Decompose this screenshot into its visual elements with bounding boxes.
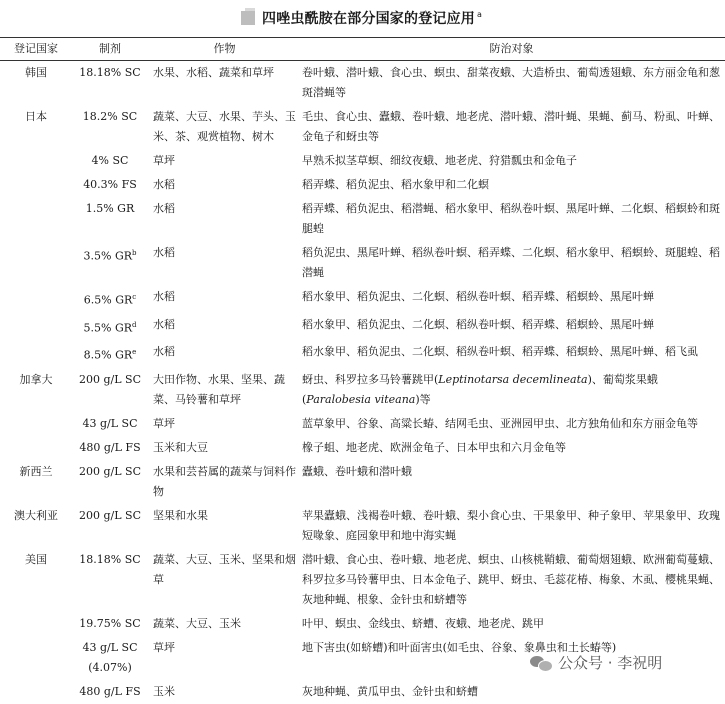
cell-country — [0, 241, 72, 285]
cell-country: 澳大利亚 — [14, 508, 58, 522]
cell-targets: 橡子蛆、地老虎、欧洲金龟子、日本甲虫和六月金龟等 — [302, 440, 566, 454]
cell-targets: 稻弄蝶、稻负泥虫、稻潜蝇、稻水象甲、稻纵卷叶螟、黑尾叶蝉、二化螟、稻螟蛉和斑腿蝗 — [302, 202, 720, 235]
cell-targets: 稻弄蝶、稻负泥虫、稻水象甲和二化螟 — [302, 178, 489, 191]
header-crop: 作物 — [213, 42, 236, 55]
cell-crop: 水果和芸苔属的蔬菜与饲料作物 — [153, 464, 296, 498]
cell-country — [0, 636, 72, 680]
cell-crop: 坚果和水果 — [153, 508, 208, 522]
cell-crop: 玉米 — [153, 684, 175, 698]
table-row — [0, 197, 725, 241]
cell-formulation: 43 g/L SC — [82, 416, 138, 430]
cell-country — [0, 436, 72, 460]
table-row — [0, 460, 725, 504]
cell-targets: 蓝草象甲、谷象、高粱长蝽、结网毛虫、亚洲园甲虫、北方独角仙和东方丽金龟等 — [302, 416, 698, 430]
cell-crop: 玉米和大豆 — [153, 440, 208, 454]
cell-targets: 灰地种蝇、黄瓜甲虫、金针虫和蛴螬 — [302, 684, 478, 698]
cell-country — [0, 680, 72, 704]
watermark — [530, 652, 662, 673]
document-icon — [238, 6, 260, 28]
cell-country: 韩国 — [25, 66, 47, 79]
cell-country: 新西兰 — [19, 464, 53, 478]
cell-targets: 稻负泥虫、黑尾叶蝉、稻纵卷叶螟、稻弄蝶、二化螟、稻水象甲、稻螟蛉、斑腿蝗、稻潜蝇 — [302, 246, 720, 279]
cell-crop: 水稻 — [153, 317, 175, 331]
cell-targets: 早熟禾拟茎草螟、细纹夜蛾、地老虎、狩猎瓢虫和金龟子 — [302, 154, 577, 167]
table-row — [0, 680, 725, 704]
footnote-marker: d — [132, 320, 137, 329]
cell-country: 加拿大 — [19, 372, 53, 386]
table-row — [0, 612, 725, 636]
cell-crop: 蔬菜、大豆、玉米 — [153, 616, 241, 630]
cell-formulation: 18.18% SC — [79, 66, 141, 79]
cell-formulation: 1.5% GR — [85, 202, 135, 215]
cell-targets: 地下害虫(如蛴螬)和叶面害虫(如毛虫、谷象、象鼻虫和土长蝽等) — [302, 640, 617, 654]
cell-formulation: 3.5% $GR^b$ — [83, 249, 137, 263]
cell-country — [0, 412, 72, 436]
cell-targets: 叶甲、螟虫、金线虫、蛴螬、夜蛾、地老虎、跳甲 — [302, 616, 544, 630]
cell-country: 美国 — [25, 552, 47, 566]
cell-country — [0, 285, 72, 313]
table-row — [0, 504, 725, 548]
cell-formulation: 18.18% SC — [79, 552, 141, 566]
cell-crop: 水果、水稻、蔬菜和草坪 — [153, 66, 274, 79]
cell-crop: 蔬菜、大豆、水果、芋头、玉米、茶、观赏植物、树木 — [153, 110, 296, 143]
cell-country — [0, 197, 72, 241]
footnote-marker: e — [132, 348, 137, 357]
cell-crop: 草坪 — [153, 416, 175, 430]
cell-targets: 卷叶蛾、潜叶蛾、食心虫、螟虫、甜菜夜蛾、大造桥虫、葡萄透翅蛾、东方丽金龟和葱斑潜蝇等 — [302, 66, 720, 99]
header-formulation: 制剂 — [99, 42, 121, 55]
footnote-marker: b — [132, 249, 137, 257]
cell-country — [0, 340, 72, 368]
cell-formulation: 480 g/L FS — [79, 684, 141, 698]
table-row — [0, 368, 725, 412]
cell-formulation: 40.3% FS — [83, 178, 137, 191]
table-row — [0, 340, 725, 368]
table-row — [0, 149, 725, 173]
cell-targets: 毛虫、食心虫、蠹蛾、卷叶蛾、地老虎、潜叶蛾、潜叶蝇、果蝇、蓟马、粉虱、叶蝉、金龟子和蚜虫等 — [302, 110, 720, 143]
cell-targets: 潜叶蛾、食心虫、卷叶蛾、地老虎、螟虫、山核桃鞘蛾、葡萄烟翅蛾、欧洲葡萄蔓蛾、科罗拉多马铃薯甲虫、日本金龟子、跳甲、蚜虫、毛蕊花椿、梅象、木虱、樱桃果蝇、灰地种蝇、根象、金针虫和蛴螬等 — [302, 552, 720, 606]
cell-targets: 蚜虫、科罗拉多马铃薯跳甲(Leptinotarsa decemlineata)、葡萄浆果蛾(Paralobesia viteana)等 — [302, 372, 658, 406]
table-row — [0, 548, 725, 612]
cell-targets: 蠹蛾、卷叶蛾和潜叶蛾 — [302, 464, 412, 478]
cell-crop: 大田作物、水果、坚果、蔬菜、马铃薯和草坪 — [153, 372, 285, 406]
cell-formulation: 200 g/L SC — [79, 372, 141, 386]
table-row — [0, 105, 725, 149]
cell-formulation: 19.75% SC — [79, 616, 141, 630]
cell-targets: 稻水象甲、稻负泥虫、二化螟、稻纵卷叶螟、稻弄蝶、稻螟蛉、黑尾叶蝉、稻飞虱 — [302, 345, 698, 359]
cell-formulation: 4% SC — [91, 154, 129, 167]
table-row — [0, 436, 725, 460]
table-row — [0, 412, 725, 436]
cell-country — [0, 149, 72, 173]
cell-formulation: 5.5% $GR^d$ — [83, 320, 137, 335]
cell-country: 日本 — [25, 110, 47, 123]
cell-formulation: 6.5% $GR^c$ — [83, 293, 137, 307]
species-name: Leptinotarsa decemlineata — [438, 372, 588, 386]
cell-formulation: 200 g/L SC — [79, 508, 141, 522]
registration-table — [0, 37, 725, 704]
title-row — [0, 0, 725, 34]
cell-crop: 水稻 — [153, 290, 175, 303]
header-country: 登记国家 — [14, 42, 58, 55]
table-body — [0, 61, 725, 704]
header-targets: 防治对象 — [489, 42, 534, 55]
cell-crop: 水稻 — [153, 202, 175, 215]
table-header-row — [0, 38, 725, 61]
species-name: Paralobesia viteana — [306, 392, 416, 406]
table-row — [0, 285, 725, 313]
wechat-icon — [530, 654, 552, 672]
cell-country — [0, 612, 72, 636]
cell-crop: 水稻 — [153, 246, 175, 259]
cell-crop: 蔬菜、大豆、玉米、坚果和烟草 — [153, 552, 296, 586]
table-row — [0, 313, 725, 341]
cell-crop: 水稻 — [153, 178, 175, 191]
cell-crop: 草坪 — [153, 640, 175, 654]
cell-crop: 草坪 — [153, 154, 175, 167]
table-row — [0, 241, 725, 285]
cell-targets: 稻水象甲、稻负泥虫、二化螟、稻纵卷叶螟、稻弄蝶、稻螟蛉、黑尾叶蝉 — [302, 290, 654, 303]
cell-country — [0, 173, 72, 197]
cell-targets: 稻水象甲、稻负泥虫、二化螟、稻纵卷叶螟、稻弄蝶、稻螟蛉、黑尾叶蝉 — [302, 317, 654, 331]
footnote-marker: c — [132, 293, 137, 301]
table-row — [0, 61, 725, 106]
table-title: 四唑虫酰胺在部分国家的登记应用 $^a$ — [262, 10, 483, 27]
cell-country — [0, 313, 72, 341]
cell-formulation: 480 g/L FS — [79, 440, 141, 454]
cell-crop: 水稻 — [153, 345, 175, 359]
cell-targets: 苹果蠹蛾、浅褐卷叶蛾、卷叶蛾、梨小食心虫、干果象甲、种子象甲、苹果象甲、玫瑰短喙象、庭园象甲和地中海实蝇 — [302, 508, 720, 542]
watermark-text: 公众号 · 李祝明 — [558, 654, 663, 672]
table-row — [0, 173, 725, 197]
cell-formulation: 18.2% SC — [82, 110, 138, 123]
cell-formulation: 43 g/L SC (4.07%) — [82, 640, 138, 674]
cell-formulation: 8.5% $GR^e$ — [83, 348, 137, 362]
cell-formulation: 200 g/L SC — [79, 464, 141, 478]
